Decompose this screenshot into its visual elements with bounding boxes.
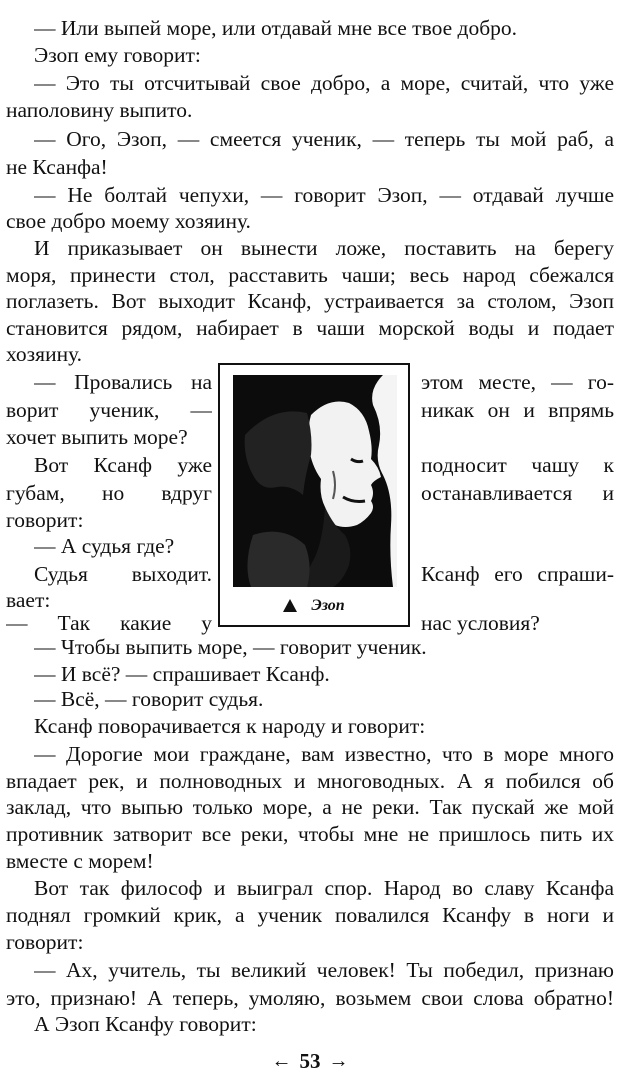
- text-line: — Всё, — говорит судья.: [34, 687, 264, 711]
- text-line: — Ого, Эзоп, — смеется ученик, — теперь ты мой раб, а: [34, 127, 614, 151]
- aesop-portrait-drawing: [233, 375, 397, 587]
- wrap-right-line: Ксанф его спраши-: [421, 562, 614, 586]
- wrap-right-line: нас условия?: [421, 611, 540, 635]
- text-line: — Или выпей море, или отдавай мне все твое добро.: [34, 16, 518, 40]
- text-line: это, признаю! А теперь, умоляю, возьмем свои слова обратно!: [6, 986, 614, 1010]
- wrap-left-line: Судья выходит.: [34, 562, 212, 586]
- page-footer: [0, 1048, 620, 1074]
- text-line: — Это ты отсчитывай свое добро, а море, считай, что уже: [34, 71, 614, 95]
- text-line: А Эзоп Ксанфу говорит:: [34, 1012, 257, 1036]
- text-line: моря, принести стол, расставить чаши; весь народ сбежался: [6, 263, 614, 287]
- text-line: говорит:: [6, 930, 84, 954]
- text-line: вместе с морем!: [6, 849, 154, 873]
- wrap-right-line: этом месте, — го-: [421, 370, 614, 394]
- text-line: свое добро моему хозяину.: [6, 209, 251, 233]
- wrap-left-line: Вот Ксанф уже: [34, 453, 212, 477]
- text-line: Эзоп ему говорит:: [34, 43, 201, 67]
- text-line: — И всё? — спрашивает Ксанф.: [34, 662, 330, 686]
- text-line: поднял громкий крик, а ученик повалился Ксанфу в ноги и: [6, 903, 614, 927]
- wrap-right-line: останавливается и: [421, 481, 614, 505]
- text-line: хозяину.: [6, 342, 83, 366]
- text-line: — Чтобы выпить море, — говорит ученик.: [34, 635, 427, 659]
- text-line: — Ах, учитель, ты великий человек! Ты победил, признаю: [34, 958, 614, 982]
- aesop-portrait-figure: [218, 363, 410, 627]
- figure-caption-row: [220, 591, 408, 621]
- wrap-left-line: хочет выпить море?: [6, 425, 188, 449]
- text-line: И приказывает он вынести ложе, поставить на берегу: [34, 236, 614, 260]
- text-line: наполовину выпито.: [6, 98, 193, 122]
- wrap-left-line: ворит ученик, —: [6, 398, 212, 422]
- figure-caption: Эзоп: [311, 597, 345, 614]
- text-line: становится рядом, набирает в чаши морской воды и подает: [6, 316, 614, 340]
- wrap-right-line: подносит чашу к: [421, 453, 614, 477]
- wrap-left-line: губам, но вдруг: [6, 481, 212, 505]
- arrow-right-icon: →: [328, 1050, 349, 1072]
- text-line: не Ксанфа!: [6, 155, 108, 179]
- arrow-left-icon: ←: [271, 1050, 292, 1072]
- text-line: — Дорогие мои граждане, вам известно, что в море много: [34, 742, 614, 766]
- wrap-left-line: вает:: [6, 588, 51, 612]
- wrap-right-line: никак он и впрямь: [421, 398, 614, 422]
- wrap-left-line: — А судья где?: [34, 534, 175, 558]
- text-line: поглазеть. Вот выходит Ксанф, устраивается за столом, Эзоп: [6, 289, 614, 313]
- wrap-left-line: — Так какие у: [6, 611, 212, 635]
- text-line: Вот так философ и выиграл спор. Народ во славу Ксанфа: [34, 876, 614, 900]
- triangle-icon: [283, 599, 297, 612]
- text-line: впадает рек, и полноводных и многоводных. А я побился об: [6, 769, 614, 793]
- aesop-portrait-image: [233, 375, 397, 587]
- text-line: Ксанф поворачивается к народу и говорит:: [34, 714, 426, 738]
- text-line: — Не болтай чепухи, — говорит Эзоп, — отдавай лучше: [34, 183, 614, 207]
- wrap-left-line: говорит:: [6, 508, 84, 532]
- page-number: 53: [299, 1048, 321, 1073]
- wrap-left-line: — Провались на: [34, 370, 212, 394]
- text-line: заклад, что выпью только море, а не реки. Так пускай же мой: [6, 795, 614, 819]
- text-line: противник затворит все реки, чтобы мне не пришлось пить их: [6, 822, 614, 846]
